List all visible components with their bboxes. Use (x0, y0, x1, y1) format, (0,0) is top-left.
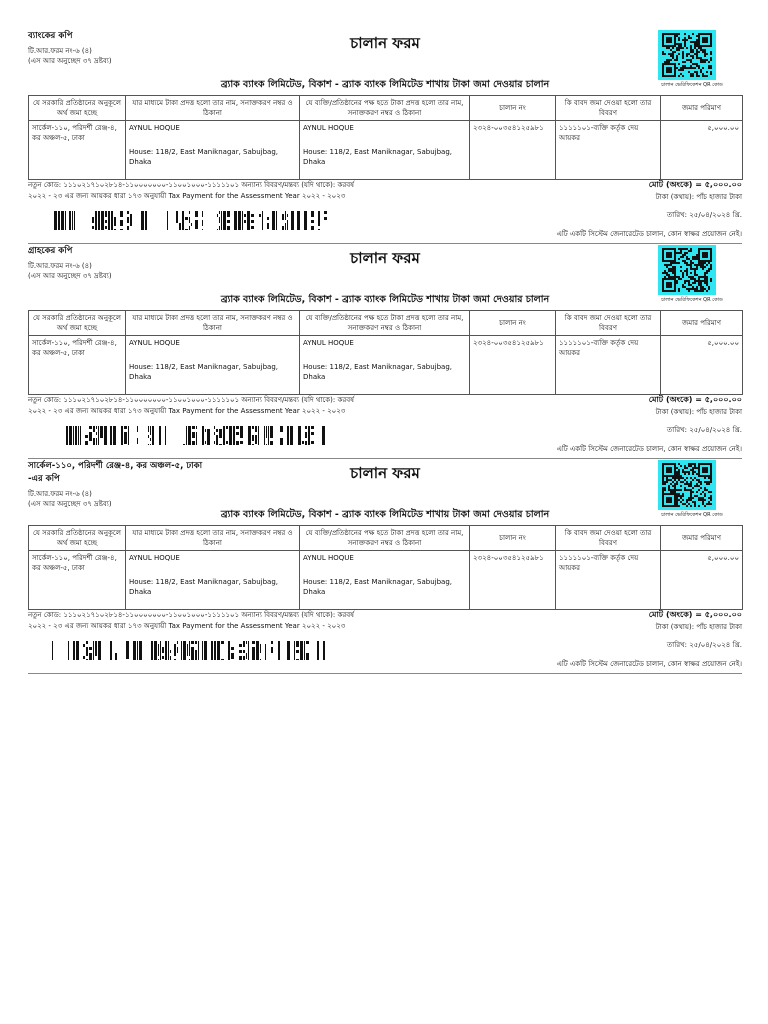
barcode (52, 426, 328, 445)
column-header: চালান নং (470, 96, 556, 121)
form-reference: (এস আর অনুচ্ছেদ ৩৭ দ্রষ্টব্য) (28, 500, 112, 508)
barcode (52, 211, 328, 230)
office-cell: সার্কেল-১১০, পরিদর্শী রেঞ্জ-৪, কর অঞ্চল-৫, ঢাকা (29, 336, 126, 395)
purpose-cell: ১১১১১০১-ব্যক্তি কর্তৃক দেয় আয়কর (556, 336, 661, 395)
challan-no-cell: ২৩২৪-০০৩৫৪১২৫৯৮১ (470, 551, 556, 610)
column-header: জমার পরিমাণ (661, 311, 743, 336)
date: তারিখ: ২৫/০৪/২০২৪ খ্রি. (666, 426, 742, 434)
copy-label: গ্রাহকের কপি (28, 246, 73, 256)
column-header: যে ব্যক্তি/প্রতিষ্ঠানের পক্ষ হতে টাকা প্রদত্ত হলো তার নাম, সনাক্তকরণ নম্বর ও ঠিকানা (300, 526, 470, 551)
date: তারিখ: ২৫/০৪/২০২৪ খ্রি. (666, 211, 742, 219)
form-reference: (এস আর অনুচ্ছেদ ৩৭ দ্রষ্টব্য) (28, 57, 112, 65)
form-number: টি.আর.ফরম নং-৬ (৪) (28, 47, 92, 55)
barcode (52, 641, 328, 660)
payer-name: AYNUL HOQUE (129, 124, 180, 132)
divider (28, 458, 742, 459)
party-cell (300, 121, 470, 180)
column-header: যে সরকারি প্রতিষ্ঠানের অনুকূলে অর্থ জমা হচ্ছে (29, 526, 126, 551)
bank-line: ব্র্যাক ব্যাংক লিমিটেড, বিকাশ - ব্র্যাক ব্যাংক লিমিটেড শাখায় টাকা জমা দেওয়ার চালান (220, 509, 550, 520)
code-line: নতুন কোড: ১১১০২১৭১০২৮১৪-১১০০০০০০০-১১০০১০০০-১১১১১০১ অন্যান্য বিবরণ/মন্তব্য (যদি থাকে): করবর্ষ (28, 181, 354, 189)
date: তারিখ: ২৫/০৪/২০২৪ খ্রি. (666, 641, 742, 649)
payer-name: AYNUL HOQUE (129, 554, 180, 562)
payer-address: House: 118/2, East Maniknagar, Sabujbag, Dhaka (129, 363, 278, 381)
purpose-cell: ১১১১১০১-ব্যক্তি কর্তৃক দেয় আয়কর (556, 551, 661, 610)
party-address: House: 118/2, East Maniknagar, Sabujbag, Dhaka (303, 148, 452, 166)
column-header: কি বাবদ জমা দেওয়া হলো তার বিবরণ (556, 96, 661, 121)
tax-line: ২০২২ - ২৩ এর জন্য আয়কর ধারা ১৭৩ অনুযায়ী Tax Payment for the Assessment Year ২০২২ - ২০২৩ (28, 622, 346, 630)
challan-table (28, 95, 743, 180)
table-row (29, 336, 743, 395)
payer-address: House: 118/2, East Maniknagar, Sabujbag, Dhaka (129, 578, 278, 596)
system-note: এটি একটি সিস্টেম জেনারেটেড চালান, কোন স্বাক্ষর প্রয়োজন নেই। (556, 660, 742, 668)
party-cell (300, 336, 470, 395)
table-row (29, 551, 743, 610)
payer-cell (126, 336, 300, 395)
code-line: নতুন কোড: ১১১০২১৭১০২৮১৪-১১০০০০০০০-১১০০১০০০-১১১১১০১ অন্যান্য বিবরণ/মন্তব্য (যদি থাকে): করবর্ষ (28, 611, 354, 619)
divider (28, 673, 742, 674)
form-title: চালান ফরম (350, 34, 420, 52)
column-header: কি বাবদ জমা দেওয়া হলো তার বিবরণ (556, 311, 661, 336)
form-title: চালান ফরম (350, 464, 420, 482)
column-header: যে সরকারি প্রতিষ্ঠানের অনুকূলে অর্থ জমা হচ্ছে (29, 96, 126, 121)
payer-cell (126, 551, 300, 610)
copy-label: ব্যাংকের কপি (28, 31, 73, 41)
total-amount: মোট (অংকে) = ৫,০০০.০০ (648, 610, 742, 619)
purpose-cell: ১১১১১০১-ব্যক্তি কর্তৃক দেয় আয়কর (556, 121, 661, 180)
challan-no-cell: ২৩২৪-০০৩৫৪১২৫৯৮১ (470, 336, 556, 395)
party-name: AYNUL HOQUE (303, 339, 354, 347)
amount-cell: ৫,০০০.০০ (661, 121, 743, 180)
qr-caption: চালান ভেরিফিকেশন QR কোড (661, 297, 723, 303)
tax-line: ২০২২ - ২৩ এর জন্য আয়কর ধারা ১৭৩ অনুযায়ী Tax Payment for the Assessment Year ২০২২ - ২০২৩ (28, 192, 346, 200)
copy-label: সার্কেল-১১০, পরিদর্শী রেঞ্জ-৪, কর অঞ্চল-৫, ঢাকা -এর কপি (28, 461, 203, 484)
table-row (29, 121, 743, 180)
payer-cell (126, 121, 300, 180)
amount-cell: ৫,০০০.০০ (661, 551, 743, 610)
challan-copy-bank (28, 30, 742, 246)
challan-copy-office (28, 460, 742, 676)
challan-copy-customer (28, 245, 742, 461)
party-name: AYNUL HOQUE (303, 554, 354, 562)
column-header: জমার পরিমাণ (661, 526, 743, 551)
column-header: যে ব্যক্তি/প্রতিষ্ঠানের পক্ষ হতে টাকা প্রদত্ত হলো তার নাম, সনাক্তকরণ নম্বর ও ঠিকানা (300, 96, 470, 121)
qr-caption: চালান ভেরিফিকেশন QR কোড (661, 512, 723, 518)
system-note: এটি একটি সিস্টেম জেনারেটেড চালান, কোন স্বাক্ষর প্রয়োজন নেই। (556, 230, 742, 238)
qr-code (658, 460, 716, 510)
column-header: যার মাধ্যমে টাকা প্রদত্ত হলো তার নাম, সনাক্তকরণ নম্বর ও ঠিকানা (126, 526, 300, 551)
amount-in-words: টাকা (কথায়): পাঁচ হাজার টাকা (655, 623, 742, 631)
qr-code (658, 245, 716, 295)
bank-line: ব্র্যাক ব্যাংক লিমিটেড, বিকাশ - ব্র্যাক ব্যাংক লিমিটেড শাখায় টাকা জমা দেওয়ার চালান (220, 79, 550, 90)
code-line: নতুন কোড: ১১১০২১৭১০২৮১৪-১১০০০০০০০-১১০০১০০০-১১১১১০১ অন্যান্য বিবরণ/মন্তব্য (যদি থাকে): করবর্ষ (28, 396, 354, 404)
challan-no-cell: ২৩২৪-০০৩৫৪১২৫৯৮১ (470, 121, 556, 180)
challan-table (28, 525, 743, 610)
form-reference: (এস আর অনুচ্ছেদ ৩৭ দ্রষ্টব্য) (28, 272, 112, 280)
amount-in-words: টাকা (কথায়): পাঁচ হাজার টাকা (655, 193, 742, 201)
qr-caption: চালান ভেরিফিকেশন QR কোড (661, 82, 723, 88)
qr-code (658, 30, 716, 80)
amount-in-words: টাকা (কথায়): পাঁচ হাজার টাকা (655, 408, 742, 416)
challan-table (28, 310, 743, 395)
column-header: যে ব্যক্তি/প্রতিষ্ঠানের পক্ষ হতে টাকা প্রদত্ত হলো তার নাম, সনাক্তকরণ নম্বর ও ঠিকানা (300, 311, 470, 336)
form-number: টি.আর.ফরম নং-৬ (৪) (28, 490, 92, 498)
column-header: কি বাবদ জমা দেওয়া হলো তার বিবরণ (556, 526, 661, 551)
total-amount: মোট (অংকে) = ৫,০০০.০০ (648, 395, 742, 404)
tax-line: ২০২২ - ২৩ এর জন্য আয়কর ধারা ১৭৩ অনুযায়ী Tax Payment for the Assessment Year ২০২২ - ২০২৩ (28, 407, 346, 415)
column-header: যার মাধ্যমে টাকা প্রদত্ত হলো তার নাম, সনাক্তকরণ নম্বর ও ঠিকানা (126, 311, 300, 336)
bank-line: ব্র্যাক ব্যাংক লিমিটেড, বিকাশ - ব্র্যাক ব্যাংক লিমিটেড শাখায় টাকা জমা দেওয়ার চালান (220, 294, 550, 305)
party-address: House: 118/2, East Maniknagar, Sabujbag, Dhaka (303, 363, 452, 381)
amount-cell: ৫,০০০.০০ (661, 336, 743, 395)
divider (28, 243, 742, 244)
party-name: AYNUL HOQUE (303, 124, 354, 132)
column-header: যার মাধ্যমে টাকা প্রদত্ত হলো তার নাম, সনাক্তকরণ নম্বর ও ঠিকানা (126, 96, 300, 121)
column-header: যে সরকারি প্রতিষ্ঠানের অনুকূলে অর্থ জমা হচ্ছে (29, 311, 126, 336)
form-number: টি.আর.ফরম নং-৬ (৪) (28, 262, 92, 270)
column-header: চালান নং (470, 311, 556, 336)
office-cell: সার্কেল-১১০, পরিদর্শী রেঞ্জ-৪, কর অঞ্চল-৫, ঢাকা (29, 551, 126, 610)
payer-address: House: 118/2, East Maniknagar, Sabujbag, Dhaka (129, 148, 278, 166)
total-amount: মোট (অংকে) = ৫,০০০.০০ (648, 180, 742, 189)
column-header: জমার পরিমাণ (661, 96, 743, 121)
office-cell: সার্কেল-১১০, পরিদর্শী রেঞ্জ-৪, কর অঞ্চল-৫, ঢাকা (29, 121, 126, 180)
form-title: চালান ফরম (350, 249, 420, 267)
column-header: চালান নং (470, 526, 556, 551)
payer-name: AYNUL HOQUE (129, 339, 180, 347)
party-address: House: 118/2, East Maniknagar, Sabujbag, Dhaka (303, 578, 452, 596)
system-note: এটি একটি সিস্টেম জেনারেটেড চালান, কোন স্বাক্ষর প্রয়োজন নেই। (556, 445, 742, 453)
party-cell (300, 551, 470, 610)
